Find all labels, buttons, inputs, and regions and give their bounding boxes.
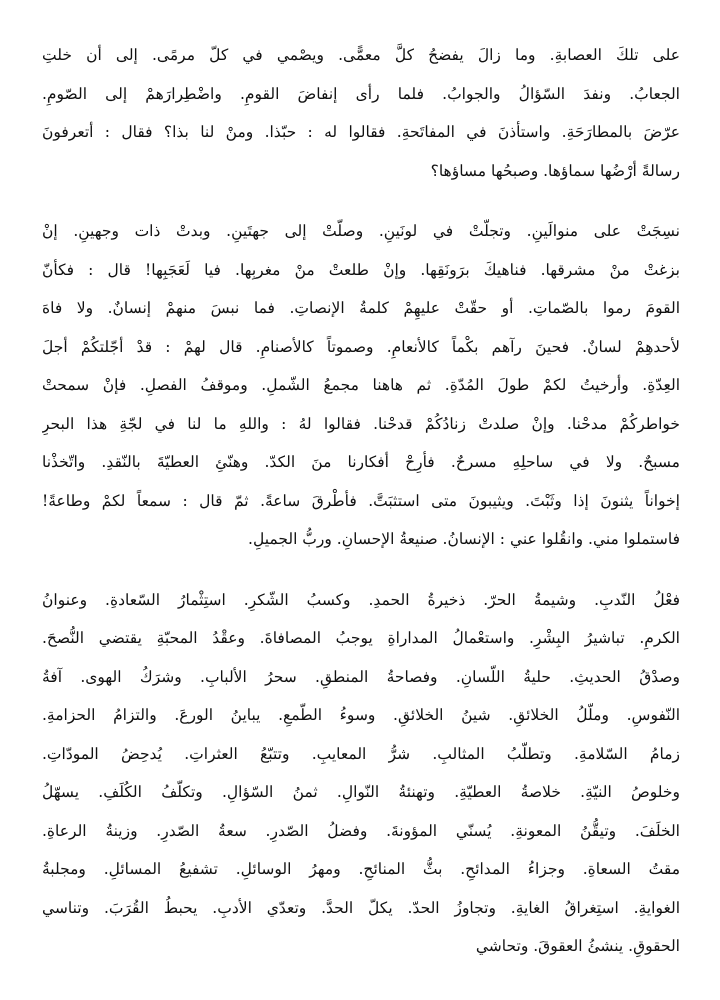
text-line: وخلوصُ النيّةِ. خلاصةُ العطيّةِ. وتهنئةُ النّوالِ. ثمنُ السّؤالِ. وتكلّفُ الكُلَفِ. يسهّلُ	[42, 783, 680, 801]
text-line: خواطركُمْ مدحْنا. وإنْ صلدتْ زنادُكُمْ قدحْنا. فقالوا لهُ : واللهِ ما لنا في لجّةِ هذا البحرِ	[42, 414, 680, 433]
text-line: الكرمِ. تباشيرُ البِشْرِ. واستعْمالُ المداراةِ يوجبُ المصافاةَ. وعقْدُ المحبّةِ يقتضي النُّصحَ.	[42, 629, 680, 647]
text-line: الجعابُ. ونفدَ السّؤالُ والجوابُ. فلما رأى إنفاضَ القومِ. واضْطِرارَهمْ إلى الصّومِ.	[42, 84, 680, 103]
text-line: النّفوسِ. وملّلُ الخلائقِ. شينُ الخلائقِ. وسوءُ الطّمعِ. يباينُ الورعَ. والتزامُ الحزامةِ.	[42, 706, 680, 724]
text-line: فعْلُ النّدبِ. وشيمةُ الحرّ. ذخيرةُ الحمدِ. وكسبُ الشّكرِ. استِثْمارُ السّعادةِ. وعنوانُ	[42, 590, 680, 609]
text-line: نسِجَتْ على منوالَينِ. وتجلّتْ في لونَينِ. وصلّتْ إلى جهتَينِ. وبدتْ ذات وجهينِ. إنْ	[42, 222, 680, 240]
text-line: وصدْقُ الحديثِ. حليةُ اللّسانِ. وفصاحةُ المنطقِ. سحرُ الألبابِ. وشرَكُ الهوى. آفةُ	[42, 667, 680, 686]
text-line: مسبحٌ. ولا في ساحلِهِ مسرحٌ. فأرِحْ أفكارنا منَ الكدّ. وهنّئِ العطيّةَ بالنّقدِ. واتّخذْنا	[42, 453, 680, 471]
paragraph-2	[42, 212, 680, 559]
text-line: رسالةً أرْضُها سماؤها. وصبحُها مساؤها؟	[430, 161, 680, 180]
text-line: لأحدهِمْ لسانٌ. فحينَ رآهم بكْماً كالأنعامِ. وصموتاً كالأصنامِ. قال لهمْ : قدْ أجّلتكُمْ أجلَ	[42, 337, 680, 356]
text-line: الغوايةِ. استِغراقُ الغايةِ. وتجاوزُ الحدّ. يكلّ الحدَّ. وتعدّي الأدبِ. يحبطُ القُرَبَ. وتناسي	[42, 898, 680, 917]
document-page	[42, 36, 680, 976]
text-line: العِدّةِ. وأرخيتُ لكمْ طولَ المُدّةِ. ثم هاهنا مجمعُ الشّملِ. وموقفُ الفصلِ. فإنْ سمحتْ	[42, 376, 680, 394]
text-line: الخلَفَ. وتيقُّنُ المعونةِ. يُسنّي المؤونةَ. وفضلُ الصّدرِ. سعةُ الصّدرِ. وزينةُ الرعاةِ.	[42, 821, 680, 840]
text-line: الحقوقِ. ينشئُ العقوقَ. وتحاشي	[475, 937, 680, 955]
text-line: مقتُ السعاةِ. وجزاءُ المدائحِ. بثُّ المنائحِ. ومهرُ الوسائلِ. تشفيعُ المسائلِ. ومجلبةُ	[42, 860, 680, 878]
text-line: على تلكَ العصابةِ. وما زالَ يفضحُ كلَّ معمًّى. ويصْمي في كلّ مرمًى. إلى أن خلتِ	[42, 46, 680, 64]
text-line: فاستملوا مني. وانقُلوا عني : الإنسانُ. صنيعةُ الإحسانِ. وربُّ الجميلِ.	[248, 530, 680, 548]
text-line: عرّضَ بالمطارَحَةِ. واستأذنَ في المفاتَحةِ. فقالوا له : حبّذا. ومنْ لنا بذا؟ فقال : أتعرفونَ	[42, 123, 680, 141]
text-line: إخواناً يثنونَ إذا وثَبْتَ. ويثيبونَ متى استثبَتَّ. فأطْرقَ ساعةً. ثمّ قال : سمعاً لكمْ وطاعةً!	[42, 491, 680, 510]
text-line: بزغتْ منْ مشرقها. فناهيكَ برَونَقِها. وإنْ طلعتْ منْ مغربِها. فيا لَعَجَبِها! قال : فكأنّ	[42, 260, 680, 279]
text-line: القومَ رموا بالصّماتِ. أو حقّتْ عليهِمْ كلمةُ الإنصاتِ. فما نبسَ منهمْ إنسانٌ. ولا فاهَ	[42, 299, 680, 317]
paragraph-1	[42, 36, 680, 190]
paragraph-3	[42, 581, 680, 966]
text-line: زمامُ السّلامةِ. وتطلّبُ المثالبِ. شرُّ المعايبِ. وتتبّعُ العثراتِ. يُدحِضُ المودّاتِ.	[42, 744, 680, 763]
